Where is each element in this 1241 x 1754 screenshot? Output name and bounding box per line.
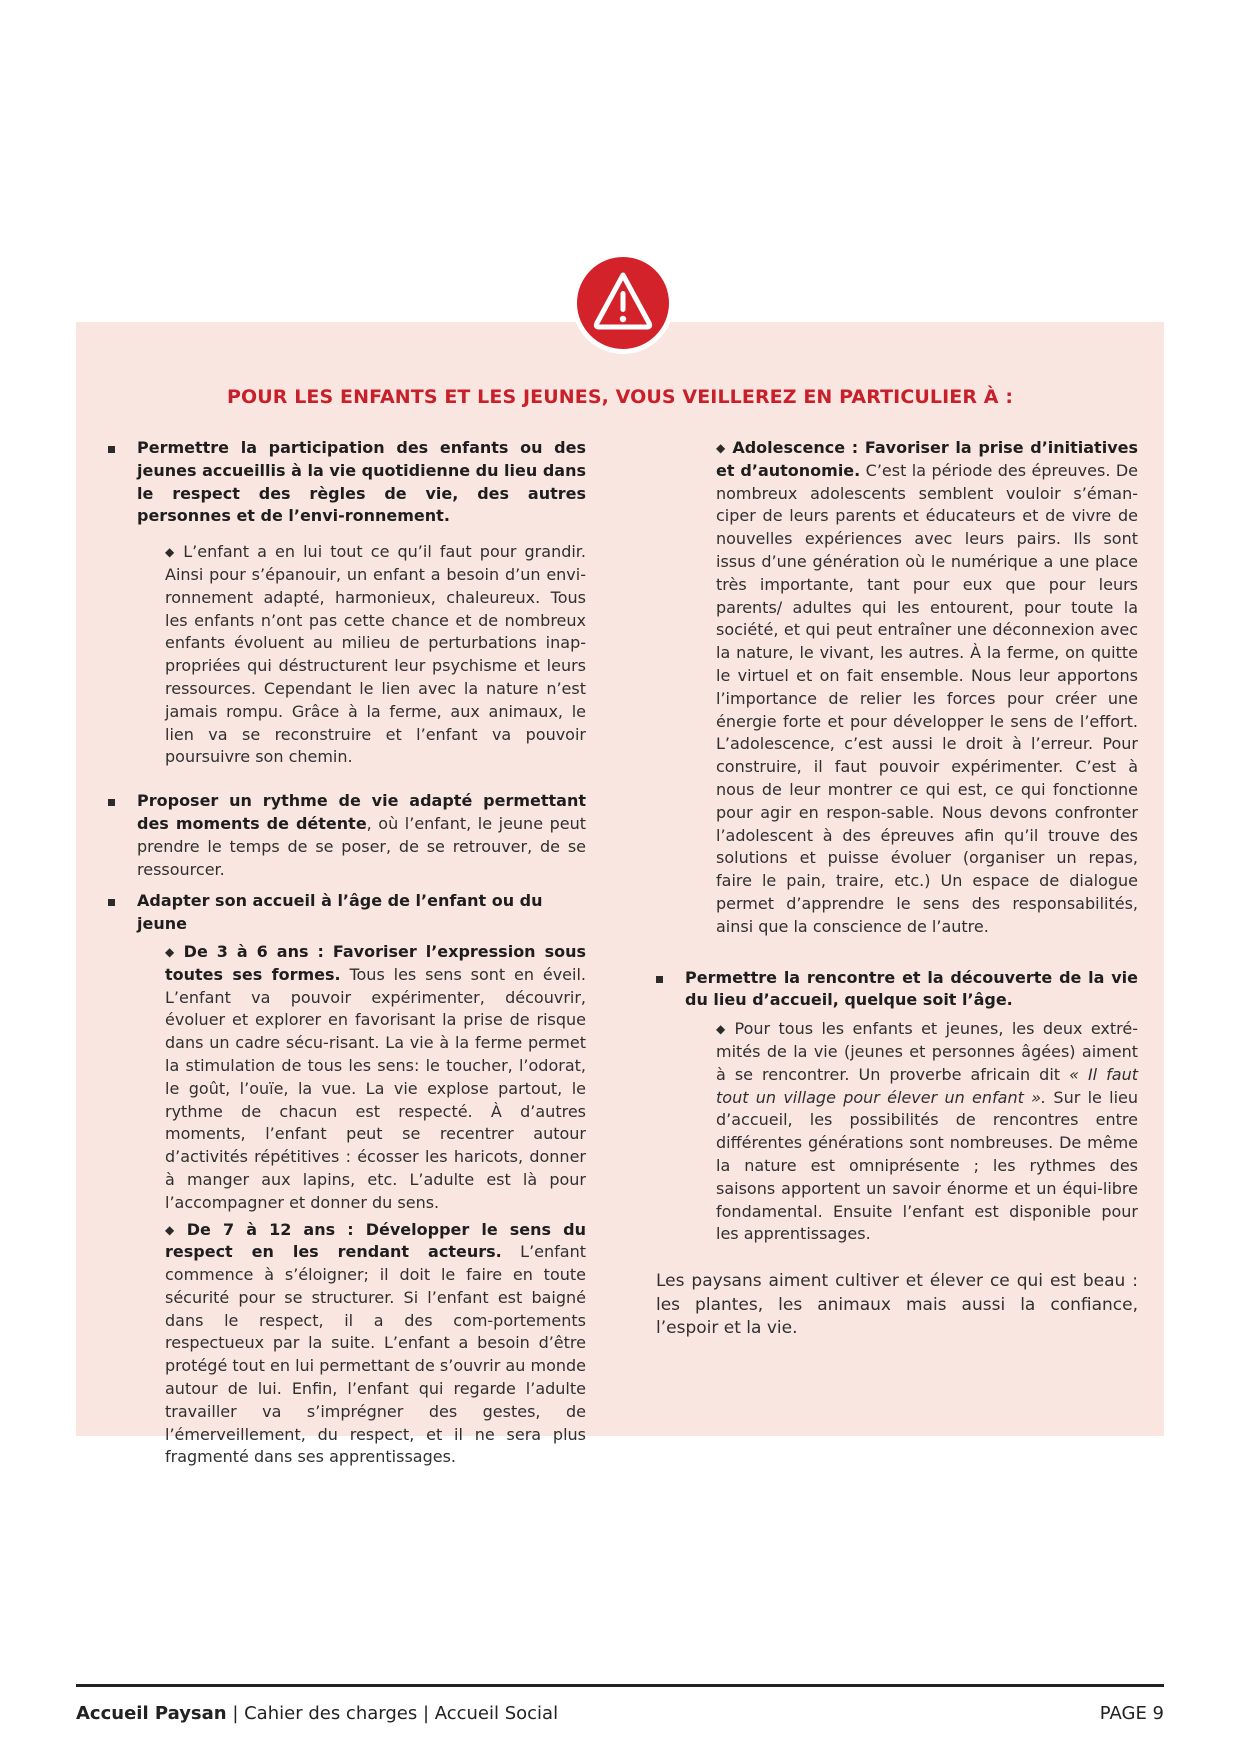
bullet-participation: Permettre la participation des enfants ou des jeunes accueillis à la vie quotidienne du lieu dans le respect des règles de vie, des autres personnes et de l’envi-ronnement. [108,437,586,528]
sub-item-grandir [165,541,586,769]
sub-item-text: Pour tous les enfants et jeunes, les deux extré-mités de la vie (jeunes et personnes âgées) aiment à se rencontrer. Un proverbe africain dit [716,1019,1138,1084]
diamond-bullet-icon: ◆ [165,944,178,959]
proverb-quote: « Il faut tout un village pour élever un enfant ». [716,1064,1138,1107]
sub-item-text: Tous les sens sont en éveil. L’enfant va pouvoir expérimenter, découvrir, évoluer et explorer en favorisant la prise de risque dans un cadre sécu-risant. La vie à la ferme permet la stimulation de tous les sens: le toucher, l’odorat, le goût, l’ouïe, la vue. La vie explose partout, le rythme de chacun est respecté. À d’autres moments, l’enfant peut se recentrer autour d’activités répétitives : écosser les haricots, donner à manger aux lapins, etc. L’adulte est là pour l’accompagner et donner du sens. [165,964,586,1212]
section-heading: POUR LES ENFANTS ET LES JEUNES, VOUS VEILLEREZ EN PARTICULIER À : [226,386,1014,408]
sub-item-text: L’enfant a en lui tout ce qu’il faut pour grandir. Ainsi pour s’épanouir, un enfant a besoin d’un envi-ronnement adapté, harmonieux, chaleureux. Tous les enfants n’ont pas cette chance et de nombreux enfants évoluent au milieu de perturbations inap-propriées qui déstructurent leur psychisme et leurs ressources. Cependant le lien avec la nature n’est jamais rompu. Grâce à la ferme, aux animaux, le lien va se reconstruire et l’enfant va pouvoir poursuivre son chemin. [165,542,587,767]
sub-item-title: Adolescence : Favoriser la prise d’initiatives et d’autonomie. [716,438,1138,480]
warning-triangle-icon [577,257,669,349]
footer-brand: Accueil Paysan [76,1703,227,1724]
sub-item-title: De 7 à 12 ans : Développer le sens du respect en les rendant acteurs. [165,1219,586,1262]
diamond-bullet-icon: ◆ [165,545,178,560]
footer-rule [76,1684,1164,1687]
sub-item-7-12 [165,1219,586,1470]
bullet-text: , où l’enfant, le jeune peut prendre le temps de se poser, de se retrouver, de se ressourcer. [137,813,586,879]
page-footer [76,1703,1164,1724]
sub-item-adolescence [716,437,1138,939]
page-number: PAGE 9 [1099,1703,1164,1724]
warning-badge [572,252,674,354]
sub-item-text: Sur le lieu d’accueil, les possibilités de rencontres entre différentes générations sont nombreuses. De même la nature est omniprésente ; les rythmes des saisons apportent un savoir énorme et un équi-libre fondamental. Ensuite l’enfant est disponible pour les apprentissages. [716,1087,1139,1244]
bullet-adapter: Adapter son accueil à l’âge de l’enfant ou du jeune [108,890,586,936]
sub-item-text: L’enfant commence à s’éloigner; il doit le faire en toute sécurité pour se structurer. Si l’enfant est baigné dans le respect, il a des com-portements respectueux par la suite. L’enfant a besoin d’être protégé tout en lui permettant de s’ouvrir au monde autour de lui. Enfin, l’enfant qui regarde l’adulte travailler va s’imprégner des gestes, de l’émerveillement, du respect, et il ne sera plus fragmenté dans ses apprentissages. [165,1242,587,1467]
right-column [656,437,1138,1340]
footer-doc-title: | Cahier des charges | Accueil Social [226,1703,559,1724]
diamond-bullet-icon: ◆ [716,441,727,455]
bullet-rencontre: Permettre la rencontre et la découverte de la vie du lieu d’accueil, quelque soit l’âge. [656,967,1138,1013]
sub-item-3-6 [165,941,586,1215]
diamond-bullet-icon: ◆ [716,1022,729,1037]
diamond-bullet-icon: ◆ [165,1222,181,1237]
bullet-rythme [108,790,586,881]
sub-item-generations [716,1018,1138,1246]
left-column [108,437,586,1469]
sub-item-text: C’est la période des épreuves. De nombreux adolescents semblent vouloir s’éman-ciper de leurs parents et éducateurs et de vivre de nouvelles expériences avec leurs pairs. Ils sont issus d’une génération où le numérique a une place très importante, tant pour eux que pour leurs parents/ adultes qui les entourent, pour toute la société, et qui peut entraîner une déconnexion avec la nature, le vivant, les autres. À la ferme, on quitte le virtuel et on fait ensemble. Nous leur apportons l’importance de relier les forces pour créer une énergie forte et pour développer le sens de l’effort. L’adolescence, c’est aussi le droit à l’erreur. Pour construire, il faut pouvoir expérimenter. C’est à nous de leur montrer ce qui est, ce qui fonctionne pour agir en respon-sable. Nous devons confronter l’adolescent à des épreuves afin qu’il trouve des solutions et puisse évoluer (organiser un repas, faire le pain, traire, etc.) Un espace de dialogue permet d’apprendre le sens des responsabilités, ainsi que la conscience de l’autre. [716,460,1139,936]
sub-item-title: De 3 à 6 ans : Favoriser l’expression sous toutes ses formes. [165,941,586,984]
bullet-title: Proposer un rythme de vie adapté permettant des moments de détente [137,791,586,833]
closing-text: Les paysans aiment cultiver et élever ce qui est beau : les plantes, les animaux mais aussi la confiance, l’espoir et la vie. [656,1271,1138,1338]
